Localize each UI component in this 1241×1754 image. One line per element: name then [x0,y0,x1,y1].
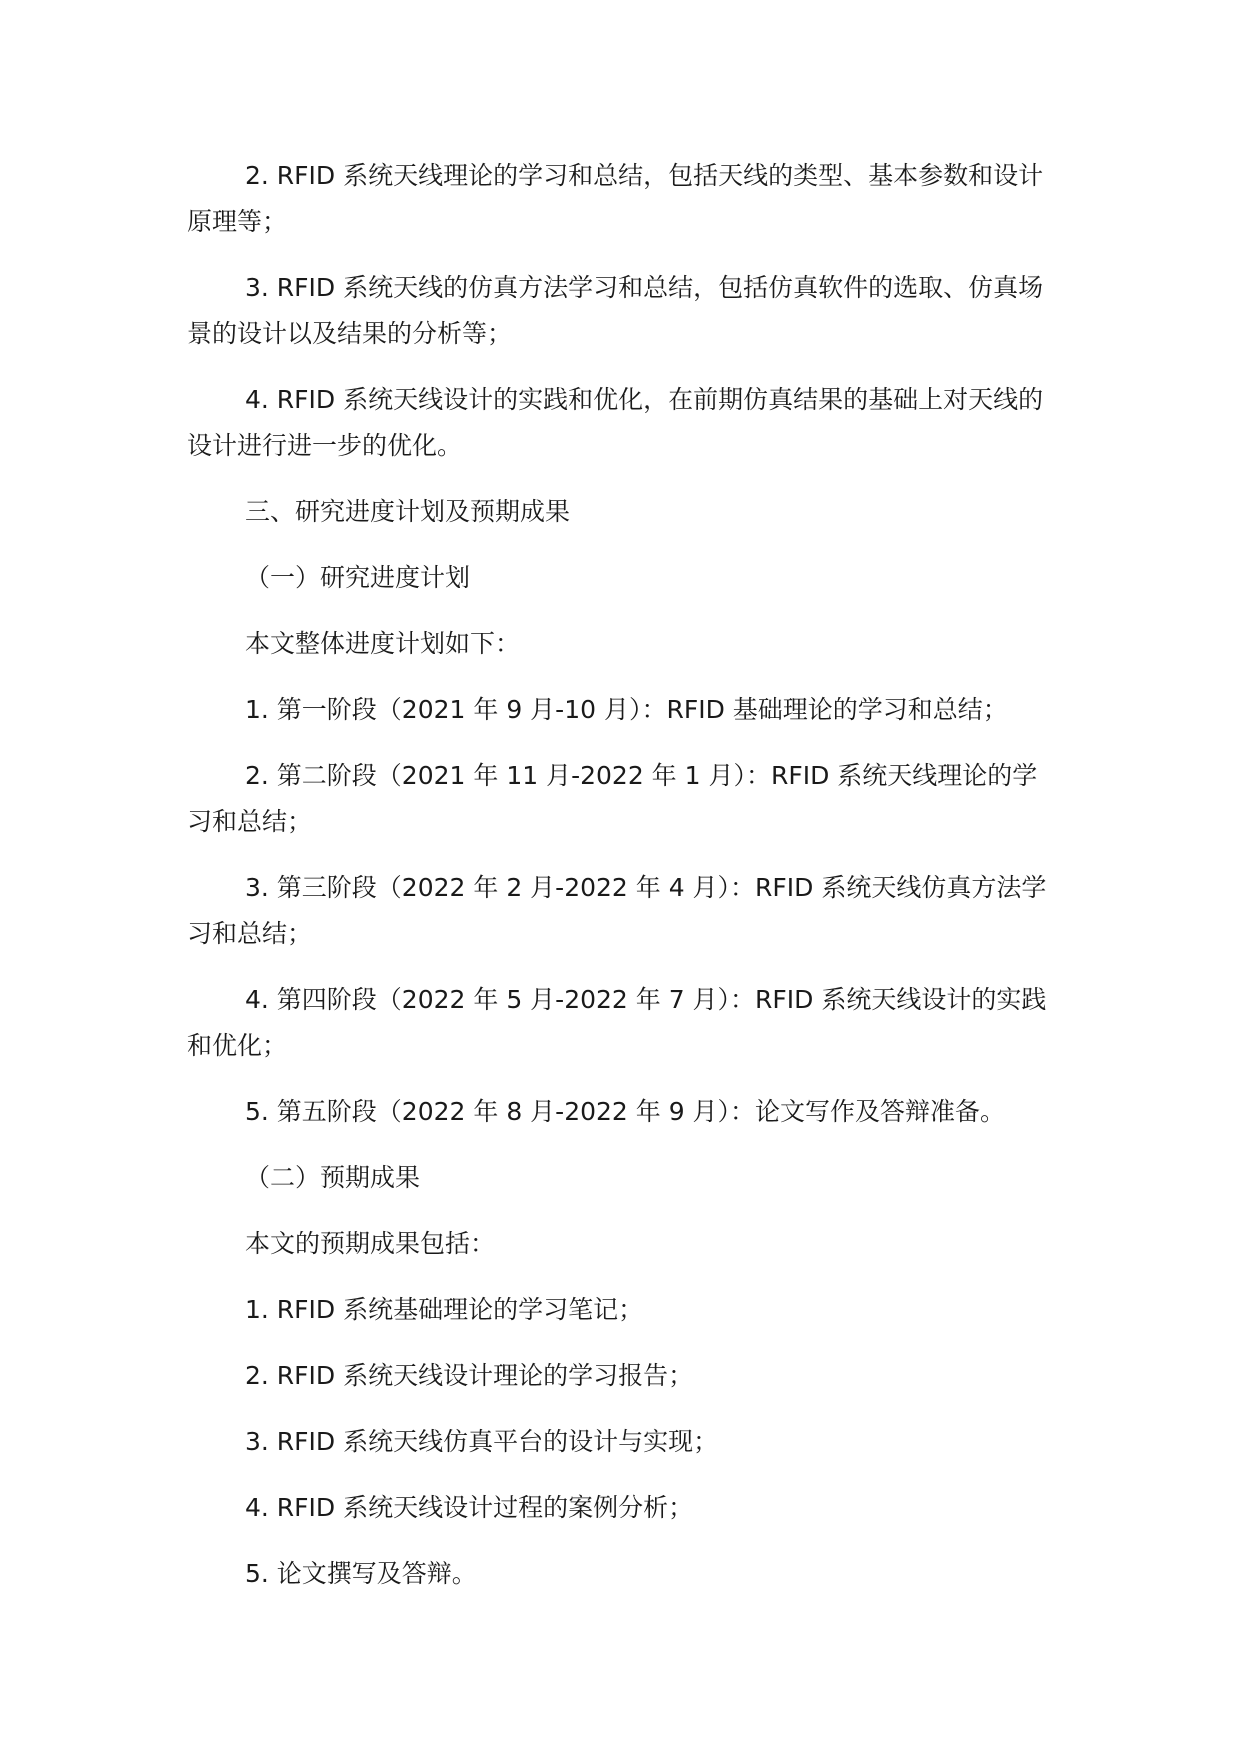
paragraph-antenna-theory: 2. RFID 系统天线理论的学习和总结，包括天线的类型、基本参数和设计原理等； [187,161,1044,236]
section-heading-schedule-results: 三、研究进度计划及预期成果 [245,497,571,526]
schedule-item-stage-3: 3. 第三阶段（2022 年 2 月-2022 年 4 月）：RFID 系统天线仿真方法学习和总结； [187,873,1047,948]
paragraph-results-intro: 本文的预期成果包括： [245,1229,496,1258]
paragraph-simulation-method: 3. RFID 系统天线的仿真方法学习和总结，包括仿真软件的选取、仿真场景的设计以及结果的分析等； [187,273,1044,348]
paragraph-design-optimization: 4. RFID 系统天线设计的实践和优化，在前期仿真结果的基础上对天线的设计进行进一步的优化。 [187,385,1044,460]
schedule-item-stage-4: 4. 第四阶段（2022 年 5 月-2022 年 7 月）：RFID 系统天线设计的实践和优化； [187,985,1047,1060]
result-item-5: 5. 论文撰写及答辩。 [245,1559,477,1588]
subsection-heading-results: （二）预期成果 [245,1163,421,1192]
schedule-item-stage-5: 5. 第五阶段（2022 年 8 月-2022 年 9 月）：论文写作及答辩准备。 [245,1097,1006,1126]
paragraph-schedule-intro: 本文整体进度计划如下： [245,629,521,658]
result-item-1: 1. RFID 系统基础理论的学习笔记； [245,1295,644,1324]
schedule-item-stage-1: 1. 第一阶段（2021 年 9 月-10 月）：RFID 基础理论的学习和总结； [245,695,1008,724]
result-item-3: 3. RFID 系统天线仿真平台的设计与实现； [245,1427,719,1456]
result-item-4: 4. RFID 系统天线设计过程的案例分析； [245,1493,694,1522]
result-item-2: 2. RFID 系统天线设计理论的学习报告； [245,1361,694,1390]
schedule-item-stage-2: 2. 第二阶段（2021 年 11 月-2022 年 1 月）：RFID 系统天线理论的学习和总结； [187,761,1038,836]
subsection-heading-schedule: （一）研究进度计划 [245,563,471,592]
